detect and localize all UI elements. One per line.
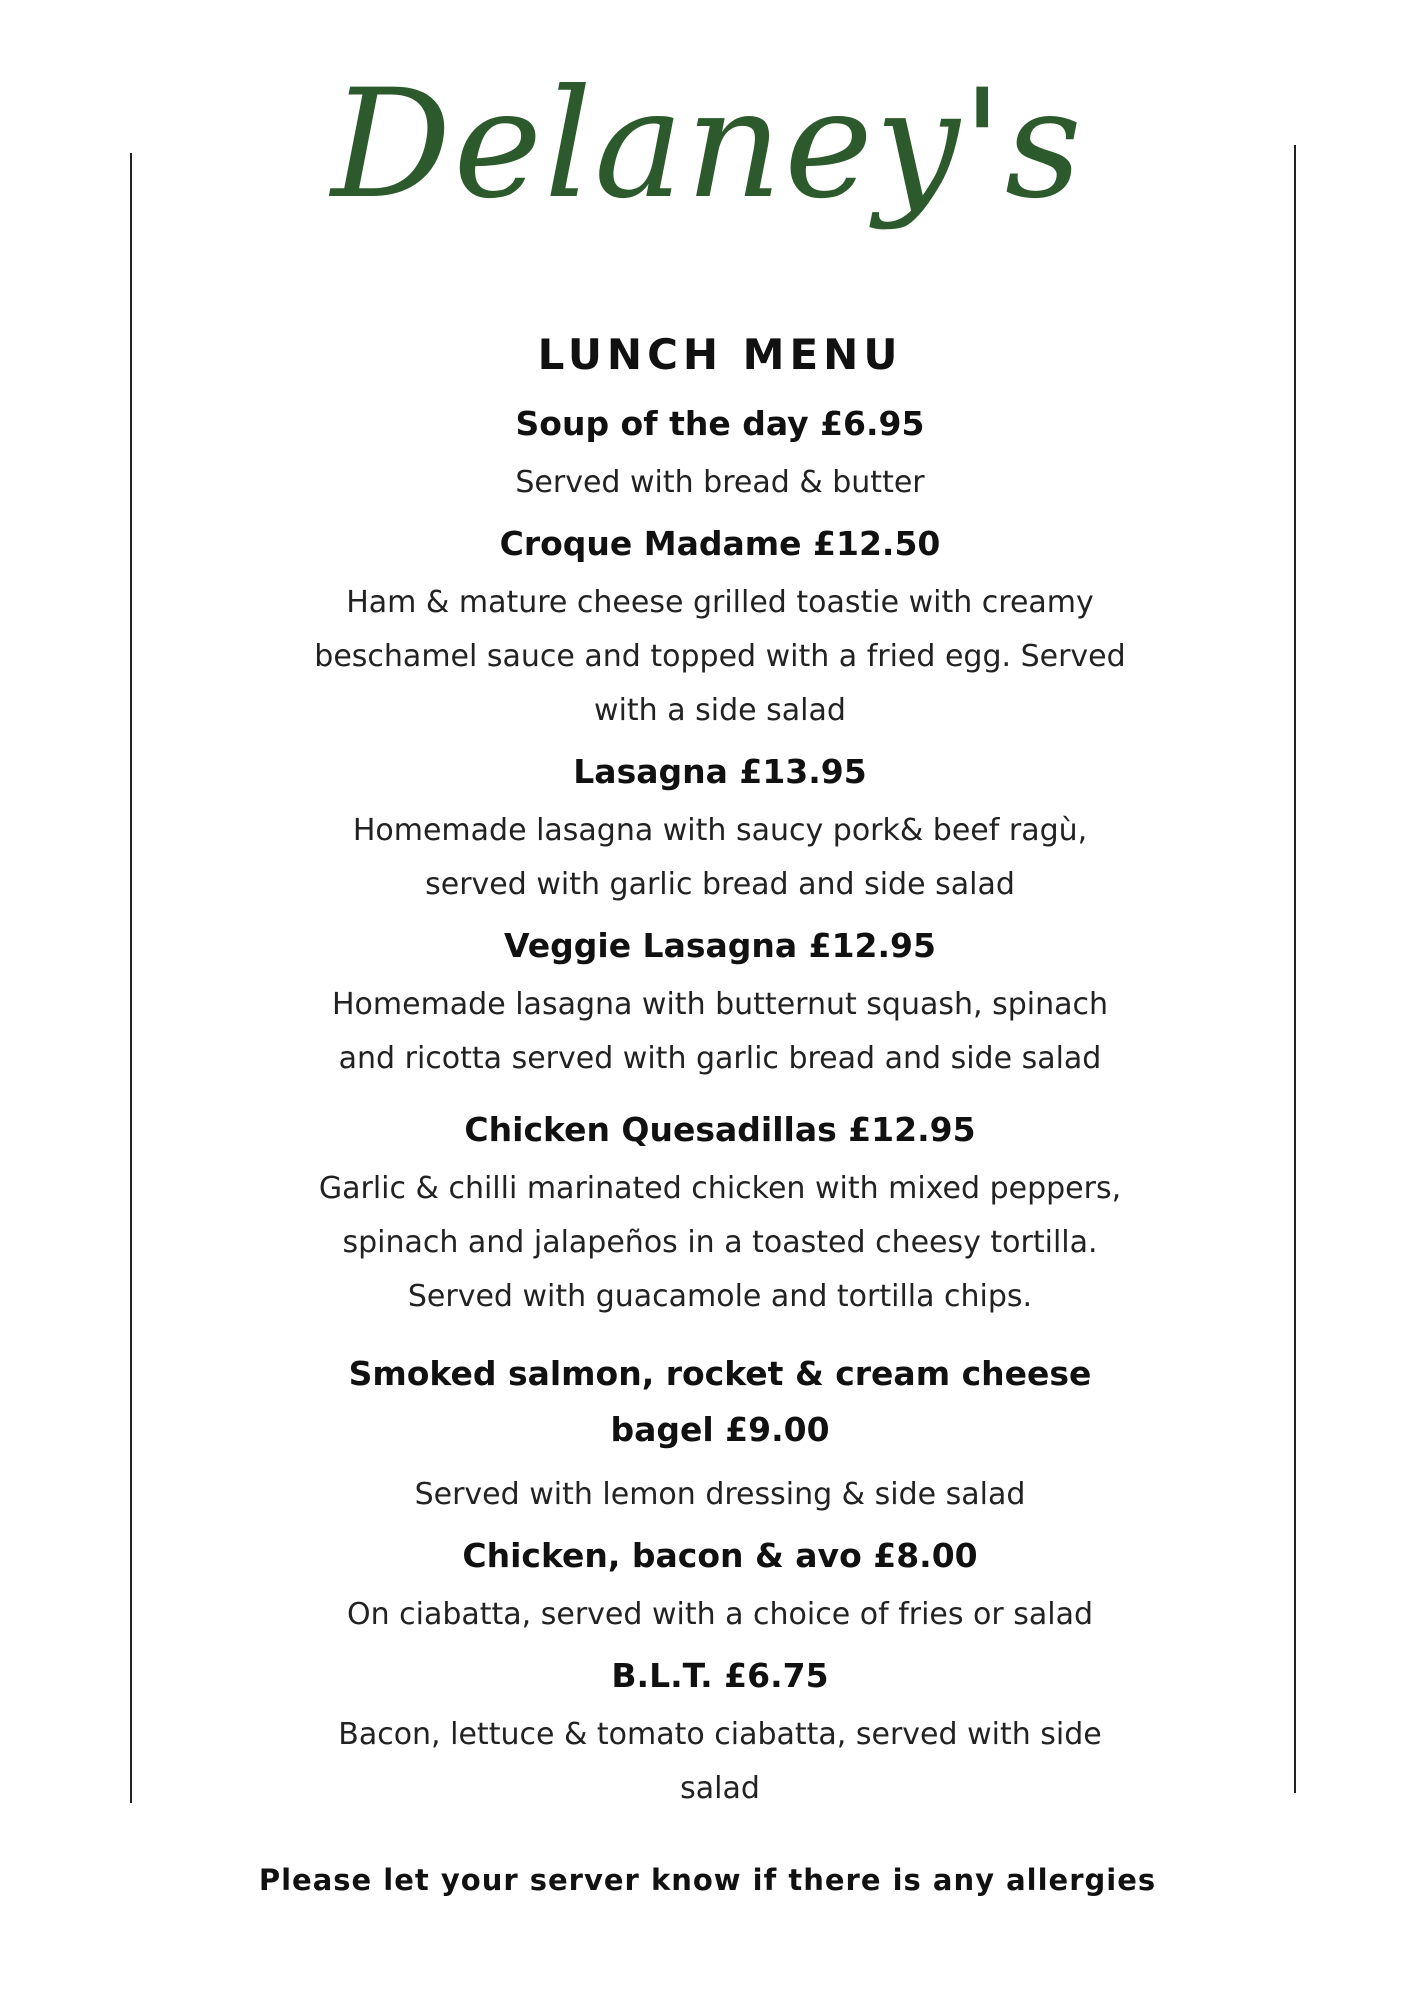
menu-item-name: Veggie Lasagna £12.95 <box>504 926 936 965</box>
menu-item-soup <box>300 402 1140 510</box>
menu-item-name: Croque Madame £12.50 <box>499 524 941 563</box>
menu-item-smoked-salmon-bagel <box>300 1346 1140 1522</box>
menu-item-description: On ciabatta, served with a choice of fries or salad <box>346 1597 1094 1632</box>
menu-item-name: Chicken Quesadillas £12.95 <box>464 1110 976 1149</box>
menu-item-description: Garlic & chilli marinated chicken with mixed peppers, spinach and jalapeños in a toasted cheesy tortilla. Served with guacamole and tortilla chips. <box>318 1171 1122 1314</box>
menu-title: LUNCH MENU <box>537 330 903 379</box>
menu-item-name: Lasagna £13.95 <box>573 752 867 791</box>
restaurant-logo: Delaney's <box>331 58 1084 232</box>
menu-item-description: Served with bread & butter <box>515 465 925 500</box>
menu-item-name: Smoked salmon, rocket & cream cheese bagel £9.00 <box>348 1354 1092 1449</box>
menu-item-chicken-bacon-avo <box>300 1534 1140 1642</box>
menu-item-name: B.L.T. £6.75 <box>611 1656 829 1695</box>
menu-content <box>300 330 1140 1828</box>
allergy-footer-note: Please let your server know if there is any allergies <box>258 1863 1157 1897</box>
menu-item-blt <box>300 1654 1140 1816</box>
menu-item-name: Chicken, bacon & avo £8.00 <box>462 1536 978 1575</box>
menu-item-croque-madame <box>300 522 1140 738</box>
menu-item-veggie-lasagna <box>300 924 1140 1086</box>
menu-item-description: Ham & mature cheese grilled toastie with creamy beschamel sauce and topped with a fried egg. Served with a side salad <box>314 585 1126 728</box>
menu-item-description: Homemade lasagna with butternut squash, spinach and ricotta served with garlic bread and side salad <box>331 987 1108 1076</box>
right-divider-line <box>1294 145 1296 1793</box>
menu-item-description: Bacon, lettuce & tomato ciabatta, served with side salad <box>338 1717 1102 1806</box>
left-divider-line <box>130 153 132 1803</box>
menu-item-name: Soup of the day £6.95 <box>515 404 925 443</box>
menu-item-chicken-quesadillas <box>300 1108 1140 1324</box>
menu-item-lasagna <box>300 750 1140 912</box>
menu-item-description: Homemade lasagna with saucy pork& beef ragù, served with garlic bread and side salad <box>352 813 1088 902</box>
menu-item-description: Served with lemon dressing & side salad <box>414 1477 1026 1512</box>
